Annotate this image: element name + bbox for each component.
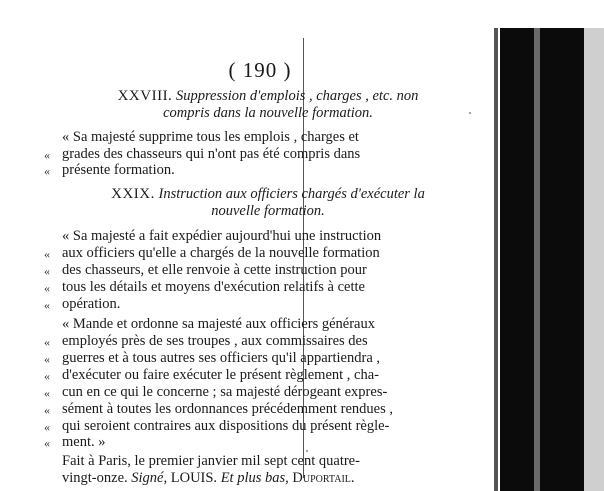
margin-quote-mark: « <box>44 264 50 278</box>
king-signature: LOUIS. <box>170 470 218 486</box>
ink-speck <box>469 112 471 114</box>
page-edge-shadow <box>494 28 498 491</box>
margin-quote-mark: « <box>44 403 50 417</box>
margin-quote-mark: « <box>44 247 50 261</box>
page-edge-dark-band-2 <box>540 28 584 491</box>
closing-signature-line <box>62 470 472 486</box>
body-line: « Sa majesté a fait expédier aujourd'hui une instruction <box>62 228 382 244</box>
closing-line: Fait à Paris, le premier janvier mil sept cent quatre- <box>62 453 360 469</box>
margin-quote-mark: « <box>44 386 50 400</box>
body-line: tous les détails et moyens d'exécution relatifs à cette <box>62 279 365 295</box>
signe-label: Signé, <box>131 470 168 486</box>
margin-quote-mark: « <box>44 281 50 295</box>
body-line: « Sa majesté supprime tous les emplois , charges et <box>62 129 359 145</box>
section-title-line: Suppression d'emplois , charges , etc. non <box>175 88 419 104</box>
margin-quote-mark: « <box>44 352 50 366</box>
body-line: présente formation. <box>62 162 175 178</box>
section-heading-28 <box>58 88 478 105</box>
margin-quote-mark: « <box>44 148 50 162</box>
body-line: ment. » <box>62 434 106 450</box>
body-line: des chasseurs, et elle renvoie à cette instruction pour <box>62 262 367 278</box>
body-line: opération. <box>62 296 121 312</box>
section-heading-28-cont <box>58 105 478 122</box>
margin-quote-mark: « <box>44 298 50 312</box>
body-line: aux officiers qu'elle a chargés de la nouvelle formation <box>62 245 380 261</box>
section-title-line: Instruction aux officiers chargés d'exécuter la <box>158 186 425 202</box>
closing-date-end: vingt-onze. <box>62 470 128 486</box>
section-title-line: nouvelle formation. <box>211 203 325 219</box>
section-number: XXIX. <box>111 186 155 202</box>
countersignature: Duportail. <box>292 470 355 486</box>
margin-quote-mark: « <box>44 164 50 178</box>
plus-bas-label: Et plus bas, <box>220 470 289 486</box>
section-title-line: compris dans la nouvelle formation. <box>163 105 373 121</box>
section-heading-29-cont <box>58 203 478 220</box>
ink-speck <box>306 450 308 452</box>
body-line: cun en ce qui le concerne ; sa majesté dérogeant expres- <box>62 384 388 400</box>
section-number: XXVIII. <box>117 88 173 104</box>
body-line: qui seroient contraires aux dispositions du présent règle- <box>62 418 390 434</box>
page-edge-light-band <box>584 28 604 491</box>
section-heading-29 <box>58 186 478 203</box>
body-line: grades des chasseurs qui n'ont pas été compris dans <box>62 146 361 162</box>
body-line: guerres et à tous autres ses officiers qu'il appartiendra , <box>62 350 381 366</box>
body-line: « Mande et ordonne sa majesté aux officiers généraux <box>62 316 375 332</box>
body-line: sément à toutes les ordonnances précédemment rendues , <box>62 401 393 417</box>
page-number: ( 190 ) <box>228 58 292 82</box>
margin-quote-mark: « <box>44 436 50 450</box>
page-edge-dark-band <box>500 28 534 491</box>
body-line: d'exécuter ou faire exécuter le présent règlement , cha- <box>62 367 380 383</box>
margin-quote-mark: « <box>44 335 50 349</box>
body-line: employés près de ses troupes , aux commissaires des <box>62 333 368 349</box>
margin-quote-mark: « <box>44 369 50 383</box>
margin-quote-mark: « <box>44 420 50 434</box>
